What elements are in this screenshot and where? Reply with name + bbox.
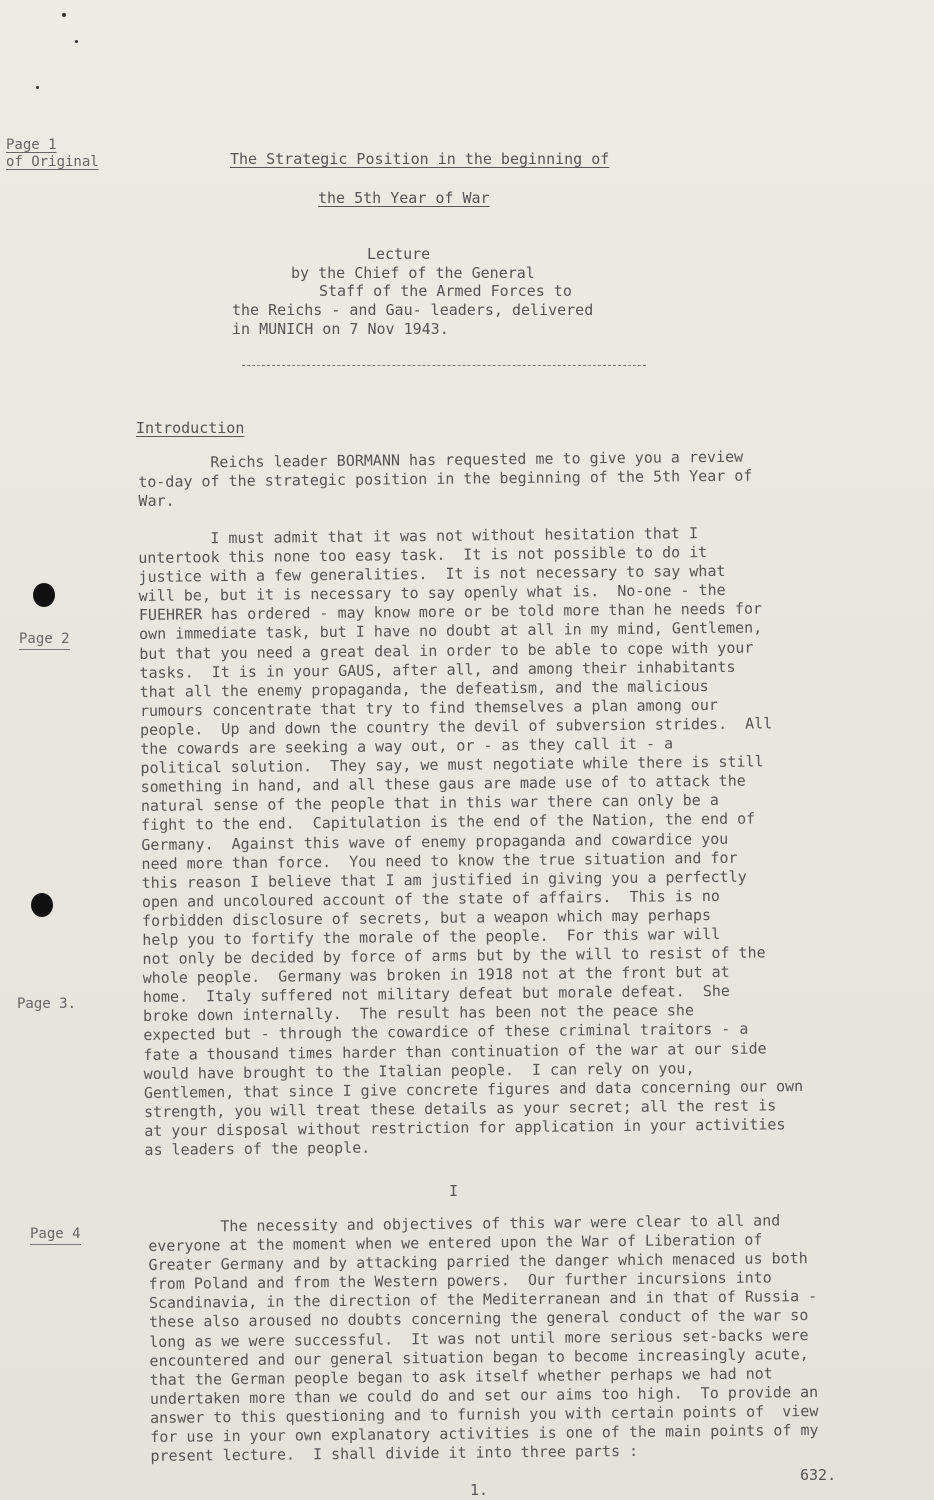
margin-note-page4: Page 4 xyxy=(30,1225,81,1245)
introduction-heading: Introduction xyxy=(136,419,245,437)
lecture-line3: Staff of the Armed Forces to xyxy=(319,282,572,300)
ink-speck xyxy=(62,13,66,17)
margin-note-page2: Page 2 xyxy=(19,630,70,650)
ink-speck xyxy=(75,40,78,43)
paragraph-intro: Reichs leader BORMANN has requested me to give you a review to-day of the strategic position in the beginning of the 5th Year of War. xyxy=(138,447,753,511)
section-numeral: I xyxy=(449,1182,459,1200)
separator-rule xyxy=(242,365,646,366)
ink-speck xyxy=(36,86,39,89)
document-number: 632. xyxy=(800,1466,837,1484)
margin-note-page3: Page 3. xyxy=(17,996,77,1012)
lecture-line4: the Reichs - and Gau- leaders, delivered xyxy=(232,301,594,319)
paragraph-main: I must admit that it was not without hesitation that I untertook this none too easy task. It is not possible to do it justice with a few generalities. It is not necessary to say what will be, but it is necessary to say openly what is. No-one - the FUEHRER has ordered - may know more or be told more than he needs for own immediate task, but I have no doubt at all in my mind, Gentlemen, but that you need a great deal in order to be able to cope with your tasks. It is in your GAUS, after all, and among their inhabitants that all the enemy propaganda, the defeatism, and the malicious rumours concentrate that try to find themselves a plan among our people. Up and down the country the devil of subversion strides. All the cowards are seeking a way out, or - as they call it - a political solution. They say, we must negotiate while there is still something in hand, and all these gaus are made use of to attack the natural sense of the people that in this war there can only be a fight to the end. Capitulation is the end of the Nation, the end of Germany. Against this wave of enemy propaganda and cowardice you need more than force. You need to know the true situation and for this reason I believe that I am justified in giving you a perfectly open and uncoloured account of the state of affairs. This is no forbidden disclosure of secrets, but a weapon which may perhaps help you to fortify the morale of the people. For this war will not only be decided by force of arms but by the will to resist of the whole people. Germany was broken in 1918 not at the front but at home. Italy suffered not military defeat but morale defeat. She broke down internally. The result has been not the peace she expected but - through the cowardice of these criminal traitors - a fate a thousand times harder than continuation of the war at our side would have brought to the Italian people. I can rely on you, Gentlemen, that since I give concrete figures and data concerning our own strength, you will treat these details as your secret; all the rest is at your disposal without restriction for application in your activities as leaders of the people. xyxy=(138,524,804,1159)
punch-hole xyxy=(31,893,53,917)
page-number: 1. xyxy=(470,1481,489,1499)
punch-hole xyxy=(33,583,55,607)
lecture-line1: Lecture xyxy=(367,245,431,263)
document-title-line2: the 5th Year of War xyxy=(318,189,490,207)
document-title-line1: The Strategic Position in the beginning of xyxy=(230,150,610,168)
margin-note-of-original: of Original xyxy=(6,154,99,170)
lecture-line5: in MUNICH on 7 Nov 1943. xyxy=(232,320,449,338)
paragraph-section1: The necessity and objectives of this war were clear to all and everyone at the moment when we entered upon the War of Liberation of Greater Germany and by attacking parried the danger which menaced us both from Poland and from the Western powers. Our further incursions into Scandinavia, in the direction of the Mediterranean and in that of Russia - these also aroused no doubts concerning the general conduct of the war so long as we were successful. It was not until more serious set-backs were encountered and our general situation began to become increasingly acute, that the German people began to ask itself whether perhaps we had not undertaken more than we could do and set our aims too high. To provide an answer to this questioning and to furnish you with certain points of view for use in your own explanatory activities is one of the main points of my present lecture. I shall divide it into three parts : xyxy=(148,1211,819,1466)
lecture-line2: by the Chief of the General xyxy=(291,264,535,282)
margin-note-page1: Page 1 xyxy=(6,137,57,153)
